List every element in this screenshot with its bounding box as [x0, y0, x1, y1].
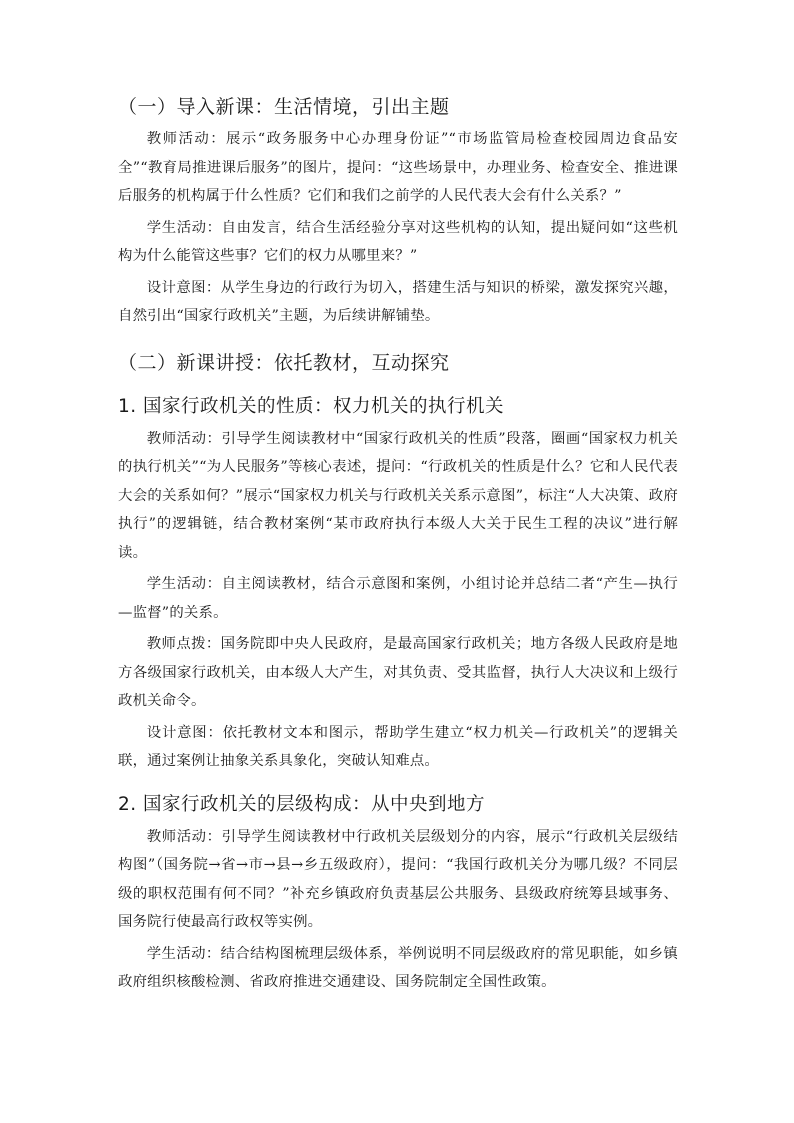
subsection-1-teacher-guidance: 教师点拨：国务院即中央人民政府，是最高国家行政机关；地方各级人民政府是地方各级国家行政机关，由本级人大产生，对其负责、受其监督，执行人大决议和上级行政机关命令。 — [118, 636, 678, 709]
subsection-2-heading: 2. 国家行政机关的层级构成：从中央到地方 — [118, 793, 486, 815]
spacer — [118, 331, 678, 348]
spacer — [118, 776, 678, 790]
subsection-2-teacher-activity: 教师活动：引导学生阅读教材中行政机关层级划分的内容，展示“行政机关层级结构图”（国务院→省→市→县→乡五级政府），提问：“我国行政机关分为哪几级？不同层级的职权范围有何不同？”补充乡镇政府负责基层公共服务、县级政府统筹县域事务、国务院行使最高行政权等实例。 — [118, 828, 678, 930]
subsection-1-teacher-activity: 教师活动：引导学生阅读教材中“国家行政机关的性质”段落，圈画“国家权力机关的执行机关”“为人民服务”等核心表述，提问：“行政机关的性质是什么？它和人民代表大会的关系如何？”展示“国家权力机关与行政机关关系示意图”，标注“人大决策、政府执行”的逻辑链，结合教材案例“某市政府执行本级人大关于民生工程的决议”进行解读。 — [118, 430, 678, 561]
subsection-1-design-intent: 设计意图：依托教材文本和图示，帮助学生建立“权力机关—行政机关”的逻辑关联，通过案例让抽象关系具象化，突破认知难点。 — [118, 724, 678, 769]
section-2-heading: （二）新课讲授：依托教材，互动探究 — [118, 351, 450, 374]
spacer — [118, 378, 678, 392]
subsection-1-student-activity: 学生活动：自主阅读教材，结合示意图和案例，小组讨论并总结二者“产生—执行—监督”的关系。 — [118, 576, 678, 621]
section-1-teacher-activity: 教师活动：展示“政务服务中心办理身份证”“市场监管局检查校园周边食品安全”“教育局推进课后服务”的图片，提问：“这些场景中，办理业务、检查安全、推进课后服务的机构属于什么性质？它们和我们之前学的人民代表大会有什么关系？” — [118, 131, 678, 204]
section-1-design-intent: 设计意图：从学生身边的行政行为切入，搭建生活与知识的桥梁，激发探究兴趣，自然引出“国家行政机关”主题，为后续讲解铺垫。 — [118, 279, 678, 324]
subsection-1-heading: 1. 国家行政机关的性质：权力机关的执行机关 — [118, 395, 505, 417]
section-1-student-activity: 学生活动：自由发言，结合生活经验分享对这些机构的认知，提出疑问如“这些机构为什么能管这些事？它们的权力从哪里来？” — [118, 219, 678, 264]
subsection-2-student-activity: 学生活动：结合结构图梳理层级体系，举例说明不同层级政府的常见职能，如乡镇政府组织核酸检测、省政府推进交通建设、国务院制定全国性政策。 — [118, 945, 678, 990]
document-page — [118, 92, 678, 997]
section-1-heading: （一）导入新课：生活情境，引出主题 — [118, 96, 450, 118]
